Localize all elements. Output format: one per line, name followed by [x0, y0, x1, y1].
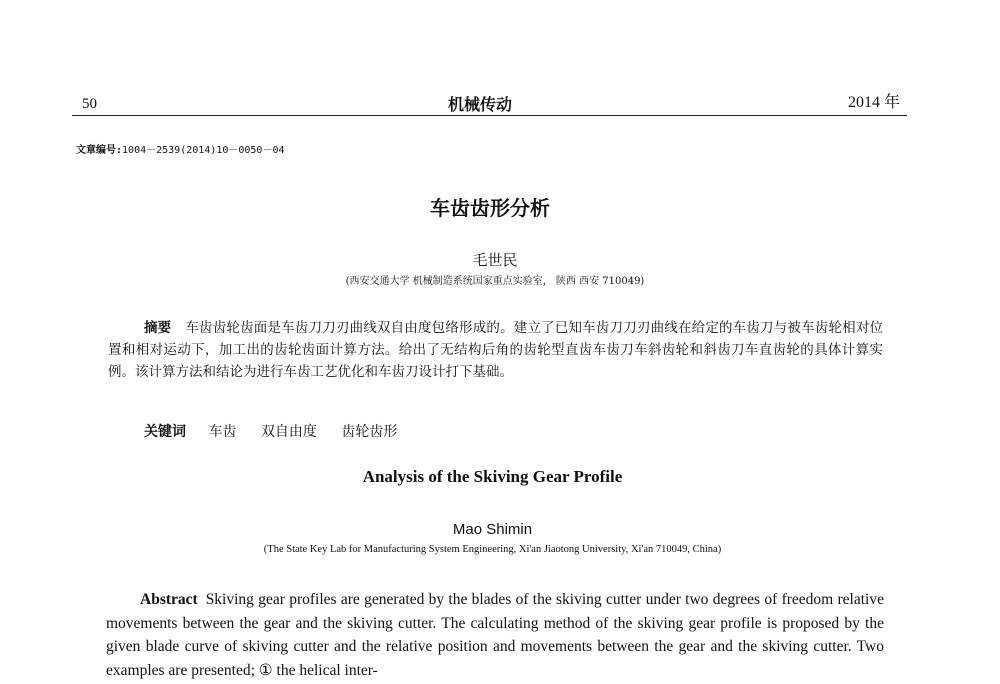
title-zh: 车齿齿形分析: [430, 196, 550, 220]
abstract-en: [106, 588, 884, 682]
article-number-label: 文章编号:: [76, 145, 123, 156]
abstract-zh: [108, 317, 883, 383]
page-number: 50: [82, 96, 97, 112]
abstract-en-text: Skiving gear profiles are generated by the blades of the skiving cutter under two degrees of freedom relative movements between the gear and the skiving cutter. The calculating method of the skiving gear profile is proposed by the given blade curve of skiving cutter and the relative position and movements between the gear and the skiving cutter. Two examples are presented; ① the helical inter-: [106, 591, 884, 679]
author-zh: 毛世民: [472, 251, 518, 269]
keywords-zh: [144, 421, 417, 441]
article-number-value: 1004－2539(2014)10－0050－04: [122, 145, 285, 156]
title-en: Analysis of the Skiving Gear Profile: [362, 467, 623, 486]
keyword-zh: 双自由度: [260, 424, 317, 440]
keyword-zh: 车齿: [208, 424, 237, 440]
keywords-zh-label: 关键词: [144, 424, 186, 440]
journal-name: 机械传动: [448, 95, 513, 114]
abstract-zh-text: 车齿齿轮齿面是车齿刀刀刃曲线双自由度包络形成的。建立了已知车齿刀刀刃曲线在给定的车齿刀与被车齿轮相对位置和相对运动下，加工出的齿轮齿面计算方法。给出了无结构后角的齿轮型直齿车齿刀车斜齿轮和斜齿刀车直齿轮的具体计算实例。该计算方法和结论为进行车齿工艺优化和车齿刀设计打下基础。: [108, 320, 884, 380]
abstract-zh-label: 摘要: [144, 320, 172, 336]
article-number: [76, 141, 284, 156]
journal-year: 2014 年: [848, 94, 901, 111]
author-en: Mao Shimin: [452, 521, 533, 538]
affiliation-zh: (西安交通大学 机械制造系统国家重点实验室， 陕西 西安 710049): [345, 276, 645, 287]
abstract-en-label: Abstract: [140, 591, 198, 608]
affiliation-en: (The State Key Lab for Manufacturing System Engineering, Xi'an Jiaotong University, Xi'an 710049, China): [263, 544, 722, 555]
header-rule: [72, 115, 907, 116]
keyword-zh: 齿轮齿形: [341, 424, 398, 440]
